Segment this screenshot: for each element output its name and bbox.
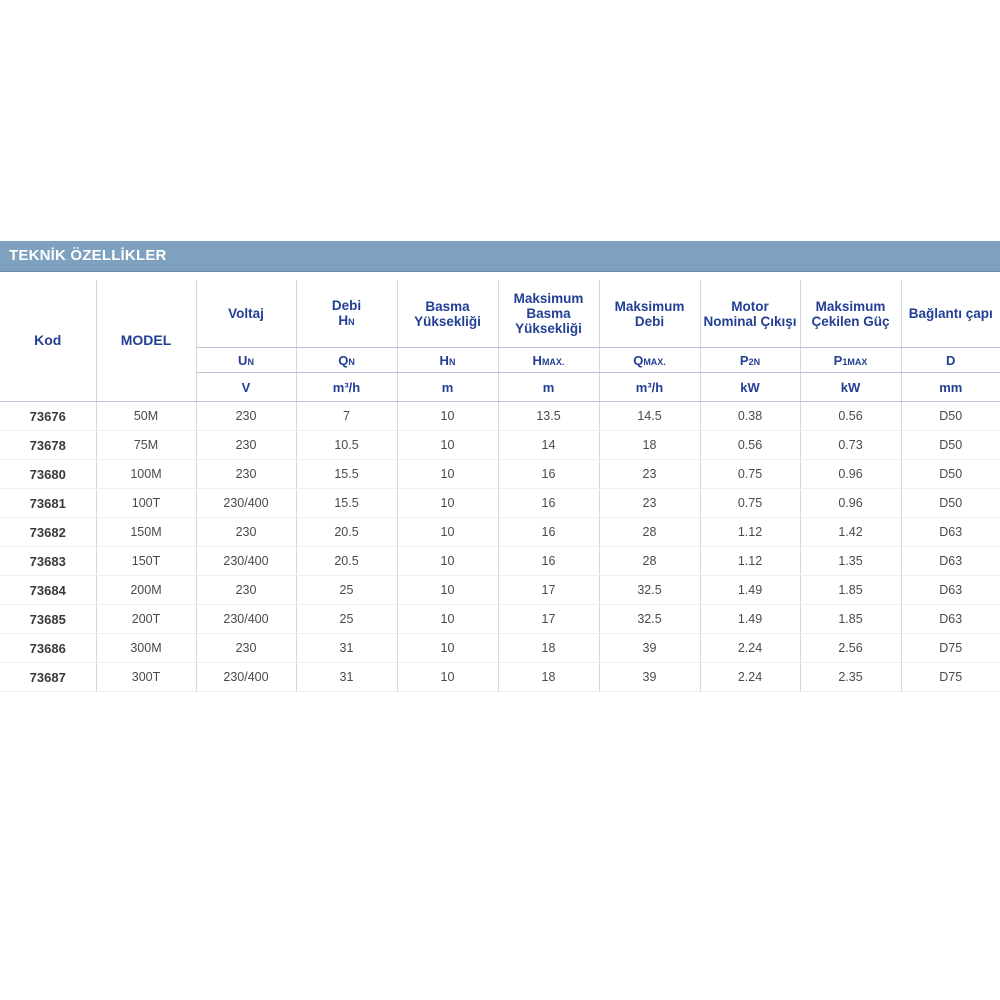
table-cell: 1.12 <box>700 518 800 547</box>
table-cell: 230/400 <box>196 547 296 576</box>
table-row <box>0 576 1000 605</box>
table-cell: 1.49 <box>700 605 800 634</box>
table-cell: 0.75 <box>700 489 800 518</box>
table-cell: 10 <box>397 634 498 663</box>
table-cell: 25 <box>296 605 397 634</box>
table-cell: 13.5 <box>498 402 599 431</box>
table-cell: 2.35 <box>800 663 901 692</box>
cell-model: 300M <box>96 634 196 663</box>
header-symbol-subscript: N <box>247 356 254 367</box>
table-cell: 16 <box>498 547 599 576</box>
header-symbol-7: D <box>901 348 1000 373</box>
table-row <box>0 518 1000 547</box>
cell-model: 150M <box>96 518 196 547</box>
cell-kod: 73684 <box>0 576 96 605</box>
header-symbol-2: HN <box>397 348 498 373</box>
header-kod: Kod <box>0 280 96 402</box>
header-name-2: Basma Yüksekliği <box>397 280 498 348</box>
header-symbol-subscript: 2N <box>748 356 761 367</box>
table-cell: 0.96 <box>800 460 901 489</box>
table-cell: 10 <box>397 663 498 692</box>
table-cell: 0.96 <box>800 489 901 518</box>
table-cell: D50 <box>901 431 1000 460</box>
specs-table-body <box>0 402 1000 692</box>
table-cell: 23 <box>599 460 700 489</box>
table-cell: 23 <box>599 489 700 518</box>
table-cell: 15.5 <box>296 489 397 518</box>
header-name-6: Maksimum Çekilen Güç <box>800 280 901 348</box>
header-unit-5: kW <box>700 373 800 402</box>
cell-model: 100M <box>96 460 196 489</box>
specs-table <box>0 280 1000 692</box>
table-cell: 230 <box>196 402 296 431</box>
header-name-3: Maksimum Basma Yüksekliği <box>498 280 599 348</box>
table-cell: 31 <box>296 663 397 692</box>
table-row <box>0 634 1000 663</box>
cell-model: 300T <box>96 663 196 692</box>
cell-kod: 73678 <box>0 431 96 460</box>
header-symbol-subscript: N <box>448 356 456 367</box>
header-unit-7: mm <box>901 373 1000 402</box>
header-symbol-subscript: MAX. <box>643 356 666 367</box>
table-cell: 32.5 <box>599 605 700 634</box>
table-cell: 0.73 <box>800 431 901 460</box>
table-cell: 18 <box>599 431 700 460</box>
header-name-7: Bağlantı çapı <box>901 280 1000 348</box>
table-cell: D50 <box>901 402 1000 431</box>
header-symbol-1: QN <box>296 348 397 373</box>
cell-model: 150T <box>96 547 196 576</box>
table-cell: 2.24 <box>700 634 800 663</box>
section-title: TEKNİK ÖZELLİKLER <box>9 247 167 264</box>
table-cell: 16 <box>498 489 599 518</box>
table-cell: 1.35 <box>800 547 901 576</box>
cell-kod: 73685 <box>0 605 96 634</box>
table-cell: D50 <box>901 489 1000 518</box>
table-cell: 10 <box>397 518 498 547</box>
cell-kod: 73682 <box>0 518 96 547</box>
header-symbol-6: P1MAX <box>800 348 901 373</box>
table-cell: 39 <box>599 634 700 663</box>
header-name-1: Debi HN <box>296 280 397 348</box>
cell-kod: 73683 <box>0 547 96 576</box>
header-model: MODEL <box>96 280 196 402</box>
table-cell: 1.49 <box>700 576 800 605</box>
table-cell: D63 <box>901 605 1000 634</box>
header-unit-3: m <box>498 373 599 402</box>
table-cell: D75 <box>901 663 1000 692</box>
cell-kod: 73676 <box>0 402 96 431</box>
table-row <box>0 547 1000 576</box>
table-cell: 20.5 <box>296 547 397 576</box>
table-cell: 230 <box>196 431 296 460</box>
table-cell: 10 <box>397 547 498 576</box>
table-cell: 10 <box>397 431 498 460</box>
table-cell: 15.5 <box>296 460 397 489</box>
table-cell: 17 <box>498 576 599 605</box>
table-cell: 0.38 <box>700 402 800 431</box>
cell-model: 100T <box>96 489 196 518</box>
table-row <box>0 663 1000 692</box>
table-cell: D63 <box>901 576 1000 605</box>
table-cell: 0.56 <box>800 402 901 431</box>
cell-kod: 73680 <box>0 460 96 489</box>
table-cell: 230/400 <box>196 663 296 692</box>
table-row <box>0 460 1000 489</box>
header-name-row <box>0 280 1000 348</box>
table-cell: 25 <box>296 576 397 605</box>
table-cell: 16 <box>498 460 599 489</box>
cell-kod: 73687 <box>0 663 96 692</box>
table-cell: 14.5 <box>599 402 700 431</box>
table-cell: 1.12 <box>700 547 800 576</box>
header-symbol-5: P2N <box>700 348 800 373</box>
table-row <box>0 402 1000 431</box>
table-cell: 230/400 <box>196 605 296 634</box>
table-cell: 32.5 <box>599 576 700 605</box>
header-unit-0: V <box>196 373 296 402</box>
header-symbol-0: UN <box>196 348 296 373</box>
table-cell: D75 <box>901 634 1000 663</box>
table-cell: 7 <box>296 402 397 431</box>
header-unit-6: kW <box>800 373 901 402</box>
table-cell: 28 <box>599 518 700 547</box>
cell-kod: 73681 <box>0 489 96 518</box>
table-cell: 14 <box>498 431 599 460</box>
header-symbol-subscript: N <box>348 356 355 367</box>
table-cell: 10 <box>397 605 498 634</box>
table-cell: 18 <box>498 634 599 663</box>
table-cell: 2.56 <box>800 634 901 663</box>
table-cell: 1.85 <box>800 576 901 605</box>
table-cell: 17 <box>498 605 599 634</box>
table-row <box>0 605 1000 634</box>
header-symbol-3: HMAX. <box>498 348 599 373</box>
table-cell: D50 <box>901 460 1000 489</box>
cell-model: 200M <box>96 576 196 605</box>
table-cell: D63 <box>901 518 1000 547</box>
table-cell: 0.56 <box>700 431 800 460</box>
header-symbol-subscript: 1MAX <box>842 356 868 367</box>
section-banner <box>0 241 1000 272</box>
header-unit-1: m³/h <box>296 373 397 402</box>
header-symbol-subscript: MAX. <box>541 356 565 367</box>
cell-kod: 73686 <box>0 634 96 663</box>
table-cell: 10 <box>397 402 498 431</box>
table-cell: 31 <box>296 634 397 663</box>
header-name-5: Motor Nominal Çıkışı <box>700 280 800 348</box>
table-cell: 18 <box>498 663 599 692</box>
table-cell: 39 <box>599 663 700 692</box>
table-cell: 10.5 <box>296 431 397 460</box>
table-cell: 230 <box>196 634 296 663</box>
table-cell: D63 <box>901 547 1000 576</box>
table-row <box>0 489 1000 518</box>
table-cell: 10 <box>397 576 498 605</box>
cell-model: 75M <box>96 431 196 460</box>
header-symbol-4: QMAX. <box>599 348 700 373</box>
table-cell: 230/400 <box>196 489 296 518</box>
header-unit-4: m³/h <box>599 373 700 402</box>
table-cell: 16 <box>498 518 599 547</box>
table-row <box>0 431 1000 460</box>
header-unit-2: m <box>397 373 498 402</box>
table-cell: 20.5 <box>296 518 397 547</box>
cell-model: 200T <box>96 605 196 634</box>
table-cell: 230 <box>196 460 296 489</box>
table-cell: 28 <box>599 547 700 576</box>
table-cell: 1.85 <box>800 605 901 634</box>
header-name-4: Maksimum Debi <box>599 280 700 348</box>
header-name-subscript: N <box>348 316 355 327</box>
cell-model: 50M <box>96 402 196 431</box>
table-cell: 2.24 <box>700 663 800 692</box>
table-cell: 230 <box>196 576 296 605</box>
header-name-0: Voltaj <box>196 280 296 348</box>
table-cell: 10 <box>397 489 498 518</box>
table-cell: 230 <box>196 518 296 547</box>
table-cell: 1.42 <box>800 518 901 547</box>
table-cell: 10 <box>397 460 498 489</box>
table-cell: 0.75 <box>700 460 800 489</box>
